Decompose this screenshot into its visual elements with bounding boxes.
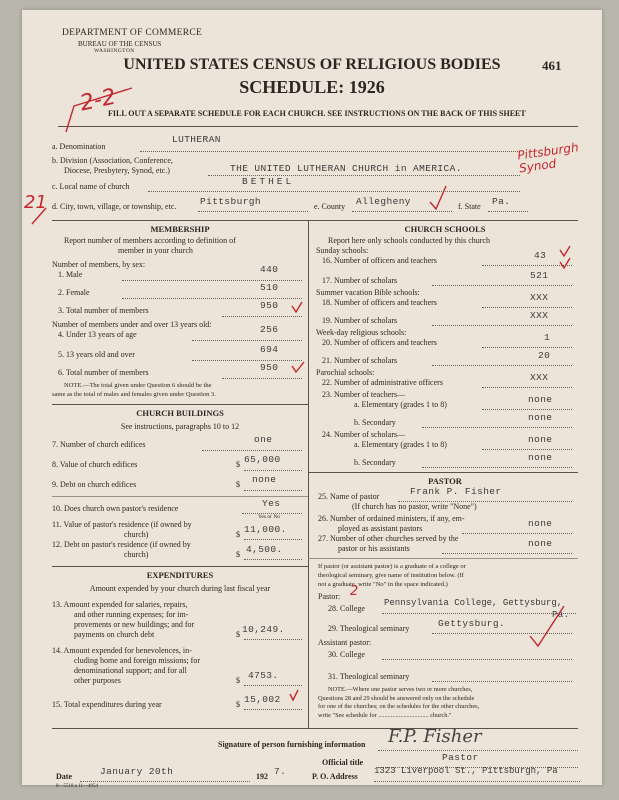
q24b-value: none (528, 452, 553, 463)
division-label-line1: b. Division (Association, Conference, (52, 156, 173, 165)
q17-label: 17. Number of scholars (322, 276, 398, 285)
summer-schools-label: Summer vacation Bible schools: (316, 288, 420, 297)
q30-label: 30. College (328, 650, 365, 659)
buildings-title: CHURCH BUILDINGS (136, 408, 224, 418)
q15-label: 15. Total expenditures during year (52, 700, 162, 709)
address-label: P. O. Address (312, 772, 358, 781)
q28-value-2: Pa. (552, 610, 570, 620)
q29-value: Gettysburg. (438, 618, 506, 629)
q24a-label: a. Elementary (grades 1 to 8) (354, 440, 447, 449)
county-value: Allegheny (356, 196, 411, 207)
q12-label-2: church) (124, 550, 149, 559)
q15-value: 15,002 (244, 694, 281, 705)
city-label: d. City, town, village, or township, etc. (52, 202, 177, 211)
q14-label: 14. Amount expended for benevolences, in- cluding home and foreign missions; for denominational support; and for all other purposes (52, 646, 200, 685)
check-pastor (530, 606, 564, 646)
expenditures-sub: Amount expended by your church during last fiscal year (89, 584, 271, 593)
schedule-title: SCHEDULE: 1926 (239, 77, 385, 97)
membership-note-2: same as the total of males and females given under Question 3. (52, 391, 216, 398)
q9-value: none (252, 474, 277, 485)
q2-value: 510 (260, 282, 279, 293)
q12-label-1: 12. Debt on pastor's residence (if owned by (52, 540, 191, 549)
margin-stroke (32, 208, 46, 224)
q25-hint: (If church has no pastor, write "None") (352, 502, 477, 511)
address-value: 1323 Liverpool St., Pittsburgh, Pa (374, 766, 558, 776)
bureau-name: BUREAU OF THE CENSUS (78, 40, 162, 48)
q28-value: Pennsylvania College, Gettysburg, (384, 598, 563, 608)
assistant-pastor-label: Assistant pastor: (318, 638, 372, 647)
division-value: THE UNITED LUTHERAN CHURCH in AMERICA. (230, 163, 462, 174)
signature-label: Signature of person furnishing information (218, 740, 366, 749)
q8-value: 65,000 (244, 454, 281, 465)
red-annotation-pastor: 2 (350, 584, 359, 599)
q25-value: Frank P. Fisher (410, 486, 502, 497)
q16-label: 16. Number of officers and teachers (322, 256, 437, 265)
q27-label: 27. Number of other churches served by the pastor or his assistants (318, 534, 459, 553)
red-check-marks (22, 10, 602, 785)
q9-label: 9. Debt on church edifices (52, 480, 137, 489)
check-q6 (292, 362, 304, 372)
q16-value: 43 (534, 250, 547, 261)
year-prefix: 192 (256, 772, 268, 781)
q14-value: 4753. (248, 670, 279, 681)
graduate-instruction: If pastor (or assistant pastor) is a graduate of a college or theological seminary, give name of institution below. (If not a graduate, write "No" in the space indicated.) (318, 563, 466, 588)
q3-label: 3. Total number of members (58, 306, 149, 315)
q8-label: 8. Value of church edifices (52, 460, 138, 469)
q9-dollar: $ (236, 480, 240, 489)
q23a-value: none (528, 394, 553, 405)
q27-value: none (528, 538, 553, 549)
q24a-value: none (528, 434, 553, 445)
red-underline-stroke (66, 88, 132, 132)
sunday-schools-label: Sunday schools: (316, 246, 369, 255)
q13-value: 10,249. (242, 624, 285, 635)
date-label: Date (56, 772, 72, 781)
denomination-value: LUTHERAN (172, 134, 221, 145)
check-q16 (560, 246, 570, 256)
q13-label: 13. Amount expended for salaries, repairs, and other running expenses; for im- provements or new buildings; and for payments on church debt (52, 600, 195, 639)
q1-value: 440 (260, 264, 279, 275)
q10-hint: Yes or No (258, 514, 281, 520)
state-label: f. State (458, 202, 481, 211)
pastor-title: PASTOR (428, 476, 462, 486)
red-annotation-2-2: 2-2 (77, 84, 119, 117)
q2-label: 2. Female (58, 288, 90, 297)
membership-note-1: NOTE.—The total given under Question 6 should be the (64, 382, 212, 389)
year-value: 7. (274, 766, 287, 777)
members-by-sex-label: Number of members, by sex: (52, 260, 146, 269)
q31-label: 31. Theological seminary (328, 672, 410, 681)
q4-label: 4. Under 13 years of age (58, 330, 137, 339)
q8-dollar: $ (236, 460, 240, 469)
date-value: January 20th (100, 766, 174, 777)
q24b-label: b. Secondary (354, 458, 396, 467)
official-title-label: Official title (322, 758, 364, 767)
q11-label-1: 11. Value of pastor's residence (if owned by (52, 520, 192, 529)
local-name-label: c. Local name of church (52, 182, 130, 191)
city-value: Pittsburgh (200, 196, 262, 207)
official-title-value: Pastor (442, 752, 479, 763)
q6-label: 6. Total number of members (58, 368, 149, 377)
division-label-line2: Diocese, Presbytery, Synod, etc.) (64, 166, 170, 175)
red-margin-mark: 21 (24, 192, 47, 213)
q14-dollar: $ (236, 676, 240, 685)
q26-value: none (528, 518, 553, 529)
q7-label: 7. Number of church edifices (52, 440, 146, 449)
q5-value: 694 (260, 344, 279, 355)
signature: F.P. Fisher (388, 726, 482, 747)
q5-label: 5. 13 years old and over (58, 350, 135, 359)
q10-value: Yes (262, 498, 281, 509)
q20-value: 1 (544, 332, 551, 343)
bureau-city: WASHINGTON (94, 48, 135, 54)
membership-intro-2: member in your church (118, 246, 193, 255)
q12-dollar: $ (236, 550, 240, 559)
local-name-value: BETHEL (242, 176, 295, 187)
pastor-note: NOTE.—Where one pastor serves two or more churches, Questions 28 and 29 should be answered only on the schedule for one of the churches; on the schedules for the other churches, write "See schedule for ................................ church." (318, 686, 480, 719)
state-value: Pa. (492, 196, 511, 207)
q23a-label: a. Elementary (grades 1 to 8) (354, 400, 447, 409)
q23b-value: none (528, 412, 553, 423)
q13-dollar: $ (236, 630, 240, 639)
check-q3 (292, 302, 302, 312)
q29-label: 29. Theological seminary (328, 624, 410, 633)
schools-sub: Report here only schools conducted by this church (328, 236, 490, 245)
department-name: DEPARTMENT OF COMMERCE (62, 28, 203, 38)
parochial-schools-label: Parochial schools: (316, 368, 375, 377)
q11-label-2: church) (124, 530, 149, 539)
q23-label: 23. Number of teachers— (322, 390, 406, 399)
pastor-label: Pastor: (318, 592, 341, 601)
members-by-age-label: Number of members under and over 13 years old: (52, 320, 212, 329)
q24-label: 24. Number of scholars— (322, 430, 406, 439)
q11-dollar: $ (236, 530, 240, 539)
county-label: e. County (314, 202, 346, 211)
q23b-label: b. Secondary (354, 418, 396, 427)
q19-label: 19. Number of scholars (322, 316, 398, 325)
q15-dollar: $ (236, 700, 240, 709)
check-q17 (560, 258, 570, 268)
q26-label: 26. Number of ordained ministers, if any, em- ployed as assistant pastors (318, 514, 465, 533)
q1-label: 1. Male (58, 270, 83, 279)
print-code: 8—5518 a 11—4054 (56, 784, 99, 789)
q25-label: 25. Name of pastor (318, 492, 380, 501)
q17-value: 521 (530, 270, 549, 281)
instruction-line: FILL OUT A SEPARATE SCHEDULE FOR EACH CHURCH. SEE INSTRUCTIONS ON THE BACK OF THIS SHEET (108, 109, 526, 118)
q28-label: 28. College (328, 604, 365, 613)
schools-title: CHURCH SCHOOLS (404, 224, 486, 234)
q12-value: 4,500. (246, 544, 283, 555)
red-annotation-synod: Pittsburgh Synod (516, 140, 580, 176)
membership-title: MEMBERSHIP (150, 224, 210, 234)
q22-label: 22. Number of administrative officers (322, 378, 443, 387)
q20-label: 20. Number of officers and teachers (322, 338, 437, 347)
q4-value: 256 (260, 324, 279, 335)
q19-value: XXX (530, 310, 549, 321)
schedule-number: 461 (542, 58, 562, 73)
weekday-schools-label: Week-day religious schools: (316, 328, 407, 337)
census-schedule-document (22, 10, 602, 789)
buildings-sub: See instructions, paragraphs 10 to 12 (120, 422, 240, 431)
q18-label: 18. Number of officers and teachers (322, 298, 437, 307)
check-q15 (290, 690, 298, 700)
q3-value: 950 (260, 300, 279, 311)
q7-value: one (254, 434, 273, 445)
check-county (430, 186, 446, 209)
q11-value: 11,000. (244, 524, 287, 535)
q10-label: 10. Does church own pastor's residence (52, 504, 179, 513)
denomination-label: a. Denomination (52, 142, 106, 151)
document-title: UNITED STATES CENSUS OF RELIGIOUS BODIES (123, 56, 501, 73)
expenditures-title: EXPENDITURES (146, 570, 214, 580)
q6-value: 950 (260, 362, 279, 373)
q22-value: XXX (530, 372, 549, 383)
membership-intro-1: Report number of members according to definition of (64, 236, 236, 245)
q18-value: XXX (530, 292, 549, 303)
q21-label: 21. Number of scholars (322, 356, 398, 365)
q21-value: 20 (538, 350, 551, 361)
